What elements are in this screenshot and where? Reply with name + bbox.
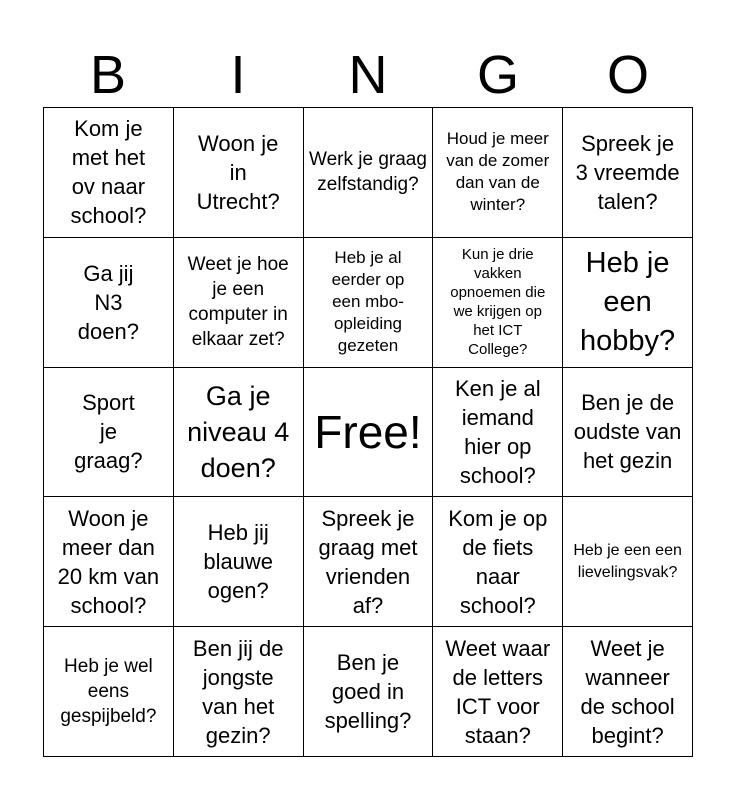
cell-text: Spreek je graag met vrienden af? <box>318 505 418 618</box>
cell-text: Ben je goed in spelling? <box>324 650 412 734</box>
bingo-cell[interactable] <box>44 368 174 498</box>
header-letter-i: I <box>230 45 246 105</box>
cell-text: Heb je een hobby? <box>580 246 676 357</box>
bingo-cell[interactable] <box>174 238 304 368</box>
cell-text: Kun je drie vakken opnoemen die we krijgen op het ICT College? <box>450 246 546 359</box>
bingo-cell[interactable] <box>563 497 693 627</box>
cell-text: Ga jij N3 doen? <box>77 260 139 344</box>
header-letter-o: O <box>606 45 649 105</box>
bingo-cell[interactable] <box>304 108 434 238</box>
bingo-cell[interactable] <box>563 238 693 368</box>
cell-text: Weet je hoe je een computer in elkaar zet? <box>187 254 289 351</box>
cell-text: Woon je meer dan 20 km van school? <box>57 505 160 618</box>
bingo-cell[interactable] <box>304 627 434 757</box>
bingo-cell[interactable] <box>433 497 563 627</box>
bingo-cell[interactable] <box>433 368 563 498</box>
cell-text: Ken je al iemand hier op school? <box>454 375 541 488</box>
cell-text: Weet je wanneer de school begint? <box>580 635 675 748</box>
bingo-grid <box>43 107 693 757</box>
cell-text: Spreek je 3 vreemde talen? <box>575 130 680 214</box>
bingo-cell[interactable] <box>44 238 174 368</box>
bingo-cell[interactable] <box>304 238 434 368</box>
bingo-cell[interactable] <box>563 108 693 238</box>
cell-text: Kom je met het ov naar school? <box>70 116 147 229</box>
bingo-cell[interactable] <box>174 108 304 238</box>
cell-text: Heb jij blauwe ogen? <box>203 520 274 604</box>
cell-text: Woon je in Utrecht? <box>196 130 280 214</box>
bingo-cell[interactable] <box>44 497 174 627</box>
cell-text: Heb je al eerder op een mbo-opleiding gezeten <box>331 248 405 356</box>
bingo-cell[interactable] <box>174 368 304 498</box>
bingo-cell[interactable] <box>304 497 434 627</box>
bingo-header <box>43 44 693 106</box>
bingo-cell[interactable] <box>174 627 304 757</box>
cell-text: Free! <box>314 405 422 458</box>
bingo-cell[interactable] <box>563 627 693 757</box>
header-letter-b: B <box>89 45 127 105</box>
bingo-cell[interactable] <box>44 108 174 238</box>
cell-text: Heb je een een lievelingsvak? <box>573 541 682 581</box>
cell-text: Ben jij de jongste van het gezin? <box>192 635 284 748</box>
cell-text: Heb je wel eens gespijbeld? <box>60 656 157 728</box>
cell-text: Sport je graag? <box>74 390 143 474</box>
cell-text: Ben je de oudste van het gezin <box>573 390 682 474</box>
bingo-cell[interactable] <box>174 497 304 627</box>
header-letter-n: N <box>348 45 388 105</box>
cell-text: Houd je meer van de zomer dan van de winter? <box>446 129 550 215</box>
header-letter-g: G <box>476 45 519 105</box>
cell-text: Kom je op de fiets naar school? <box>448 505 548 618</box>
cell-text: Weet waar de letters ICT voor staan? <box>445 635 551 748</box>
bingo-cell[interactable] <box>433 238 563 368</box>
free-cell[interactable] <box>304 368 434 498</box>
bingo-cell[interactable] <box>44 627 174 757</box>
bingo-cell[interactable] <box>563 368 693 498</box>
bingo-cell[interactable] <box>433 627 563 757</box>
bingo-cell[interactable] <box>433 108 563 238</box>
cell-text: Ga je niveau 4 doen? <box>187 380 290 483</box>
cell-text: Werk je graag zelfstandig? <box>309 149 427 196</box>
